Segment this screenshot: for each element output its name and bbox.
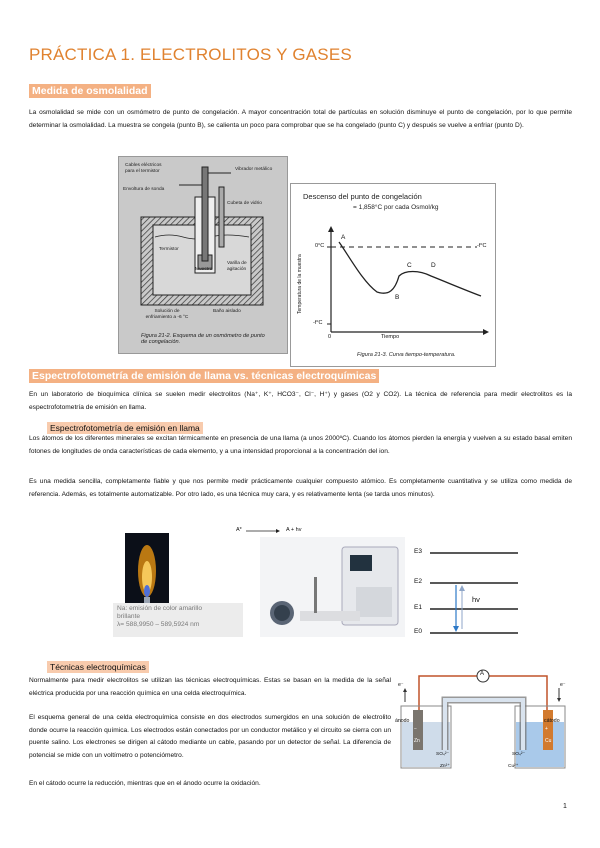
section-heading-label: Medida de osmolalidad <box>29 84 151 98</box>
point-b: B <box>395 294 400 301</box>
osmometer-caption: Figura 21-2. Esquema de un osmómetro de punto de congelación. <box>141 333 265 345</box>
curve-subtitle: = 1,858°C por cada Osmol/kg <box>353 204 439 211</box>
point-d: D <box>431 262 436 269</box>
level-e0: E0 <box>414 628 423 635</box>
cu-electrode-label: Cu <box>545 738 552 744</box>
page-number: 1 <box>563 803 567 810</box>
note-line-1: Na: emisión de color amarillo <box>117 605 203 612</box>
label-muestra: Muestra <box>195 267 213 272</box>
sodium-note <box>113 603 243 637</box>
subheading-label: Espectrofotometría de emisión en llama <box>47 422 203 434</box>
note-line-2: brillante <box>117 613 141 620</box>
zinc-ion: Zn²⁺ <box>440 764 450 769</box>
label-cubeta: Cubeta de vidrio <box>227 201 262 206</box>
label-cables: Cables eléctricos para el termistor <box>125 163 162 174</box>
sulfate-left: SO₄²⁻ <box>436 752 450 757</box>
paragraph-medida: Es una medida sencilla, completamente fiable y que nos permite medir prácticamente cualquier compuesto atómico. Es completamente cuantitativa y se utiliza como medida de referencia. Además, es totalmente automatizable. Por otro lado, es una técnica muy cara, y es relativamente lenta (se tarda unos minutos). <box>29 478 572 498</box>
point-c: C <box>407 262 412 269</box>
electron-right: e⁻ <box>560 682 566 688</box>
paragraph-atomos: Los átomos de los diferentes minerales se excitan térmicamente en presencia de una llama (a unos 2000ºC). Cuando los átomos pierden la energía y vuelven a su estado basal emiten fotones de longitudes de onda características de cada elemento, y a una intensidad proporcional a la concentración del ion. <box>29 435 572 455</box>
reaction-left: A* <box>236 527 242 533</box>
paragraph-celda: El esquema general de una celda electroquímica consiste en dos electrodos sumergidos en una solución de electrolito donde ocurre la reacción química. Los electrodos están conectados por un conductor metálico y el circuito se cierra con un puente salino. Los electrones se dirigen al cátodo mediante un cable, pasando por un detector de señal. La diferencia de potencial se mide con un voltímetro o potenciómetro. <box>29 714 391 759</box>
x-axis-label: Tiempo <box>381 334 400 340</box>
subheading-label: Técnicas electroquímicas <box>47 661 149 673</box>
point-a: A <box>341 234 346 241</box>
reaction-arrow <box>246 527 282 535</box>
section-heading-espectro <box>29 366 379 384</box>
tick-zero-c: 0°C <box>315 243 325 249</box>
page-title: PRÁCTICA 1. ELECTROLITOS Y GASES <box>29 45 352 64</box>
paragraph-osmolalidad: La osmolalidad se mide con un osmómetro de punto de congelación. A mayor concentración total de partículas en solución disminuye el punto de congelación, por lo que permite determinar la osmolalidad. La muestra se congela (punto B), se calienta un poco para comprobar que se ha congelado (punto C) y después se vuelve a enfriar (punto D). <box>29 109 572 129</box>
note-line-3: λ= 588,9950 – 589,5924 nm <box>117 621 200 628</box>
level-e3: E3 <box>414 548 423 555</box>
paragraph-electrolitos: En un laboratorio de bioquímica clínica se suelen medir electrolitos (Na⁺, K⁺, HCO3⁻, Cl⁻, H⁺) y gases (O2 y CO2). La técnica de referencia para medir electrolitos es la espectrofotometría de emisión en llama. <box>29 391 572 411</box>
section-heading-label: Espectrofotometría de emisión de llama vs. técnicas electroquímicas <box>29 369 379 383</box>
axis-origin: 0 <box>328 334 332 340</box>
label-termistor: Termistor <box>159 247 179 252</box>
cathode-label: cátodo <box>544 718 560 724</box>
label-solucion: Solución de enfriamiento a -6 °C <box>145 309 189 320</box>
tick-minus-f: -f°C <box>313 320 323 326</box>
zn-electrode-label: Zn <box>414 738 420 744</box>
energy-levels-diagram <box>428 548 520 638</box>
section-heading-osmolalidad <box>29 81 151 99</box>
level-e1: E1 <box>414 604 423 611</box>
curve-title: Descenso del punto de congelación <box>303 192 422 201</box>
tick-right: -f°C <box>477 243 487 249</box>
meter-label: A <box>480 671 485 677</box>
label-bano: Baño aislado <box>213 309 241 314</box>
y-axis-label: Temperatura de la muestra <box>297 254 303 314</box>
paragraph-electroquimicas: Normalmente para medir electrolitos se utilizan las técnicas electroquímicas. Estas se basan en la medida de la señal eléctrica producida por una reacción química en una celda electroquímica. <box>29 677 391 697</box>
copper-ion: Cu²⁺ <box>508 764 519 769</box>
spectrometer-photo <box>260 537 405 637</box>
plus-sign: + <box>545 726 548 732</box>
level-e2: E2 <box>414 578 423 585</box>
electron-left: e⁻ <box>398 682 404 688</box>
label-envoltura: Envoltura de sonda <box>123 187 165 192</box>
reaction-right: A + hv <box>286 527 302 533</box>
paragraph-catodo: En el cátodo ocurre la reducción, mientras que en el ánodo ocurre la oxidación. <box>29 780 261 787</box>
anode-label: ánodo <box>395 718 410 724</box>
hv-label: hv <box>472 595 480 604</box>
spectrometer-image <box>260 537 405 637</box>
sulfate-right: SO₄²⁻ <box>512 752 526 757</box>
minus-sign: − <box>414 726 417 732</box>
curve-caption: Figura 21-3. Curva tiempo-temperatura. <box>357 352 456 358</box>
label-varilla: Varilla de agitación <box>227 261 247 272</box>
subheading-electroquimicas <box>47 657 149 675</box>
label-vibrador: Vibrador metálico <box>235 167 273 172</box>
osmometer-figure <box>118 156 288 354</box>
freezing-curve-figure <box>290 183 496 367</box>
